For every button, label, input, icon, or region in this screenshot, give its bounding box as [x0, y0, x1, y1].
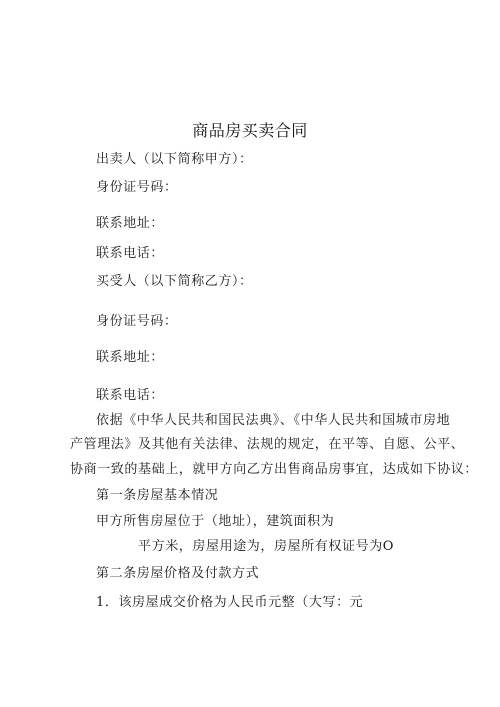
buyer-phone-label: 联系电话： — [96, 388, 165, 403]
article2-heading: 第二条房屋价格及付款方式 — [96, 566, 260, 581]
intro-line-2: 产管理法》及其他有关法律、法规的规定，在平等、自愿、公平、 — [70, 437, 465, 452]
buyer-label: 买受人（以下简称乙方）： — [96, 274, 253, 289]
intro-line-1: 依据《中华人民共和国民法典》、《中华人民共和国城市房地 — [96, 413, 451, 428]
seller-label: 出卖人（以下简称甲方）： — [96, 152, 253, 167]
intro-line-3: 协商一致的基础上，就甲方向乙方出售商品房事宜，达成如下协议： — [70, 462, 479, 477]
contract-title: 商品房买卖合同 — [192, 121, 308, 140]
seller-id-label: 身份证号码： — [96, 180, 178, 195]
article1-line-2: 平方米，房屋用途为，房屋所有权证号为O — [138, 539, 395, 554]
buyer-address-label: 联系地址： — [96, 350, 165, 365]
article2-item-1: 1．该房屋成交价格为人民币元整（大写：元 — [96, 595, 364, 610]
buyer-id-label: 身份证号码： — [96, 314, 178, 329]
seller-phone-label: 联系电话： — [96, 246, 165, 261]
seller-address-label: 联系地址： — [96, 216, 165, 231]
article1-line-1: 甲方所售房屋位于（地址），建筑面积为 — [96, 514, 335, 529]
article1-heading: 第一条房屋基本情况 — [96, 488, 219, 503]
